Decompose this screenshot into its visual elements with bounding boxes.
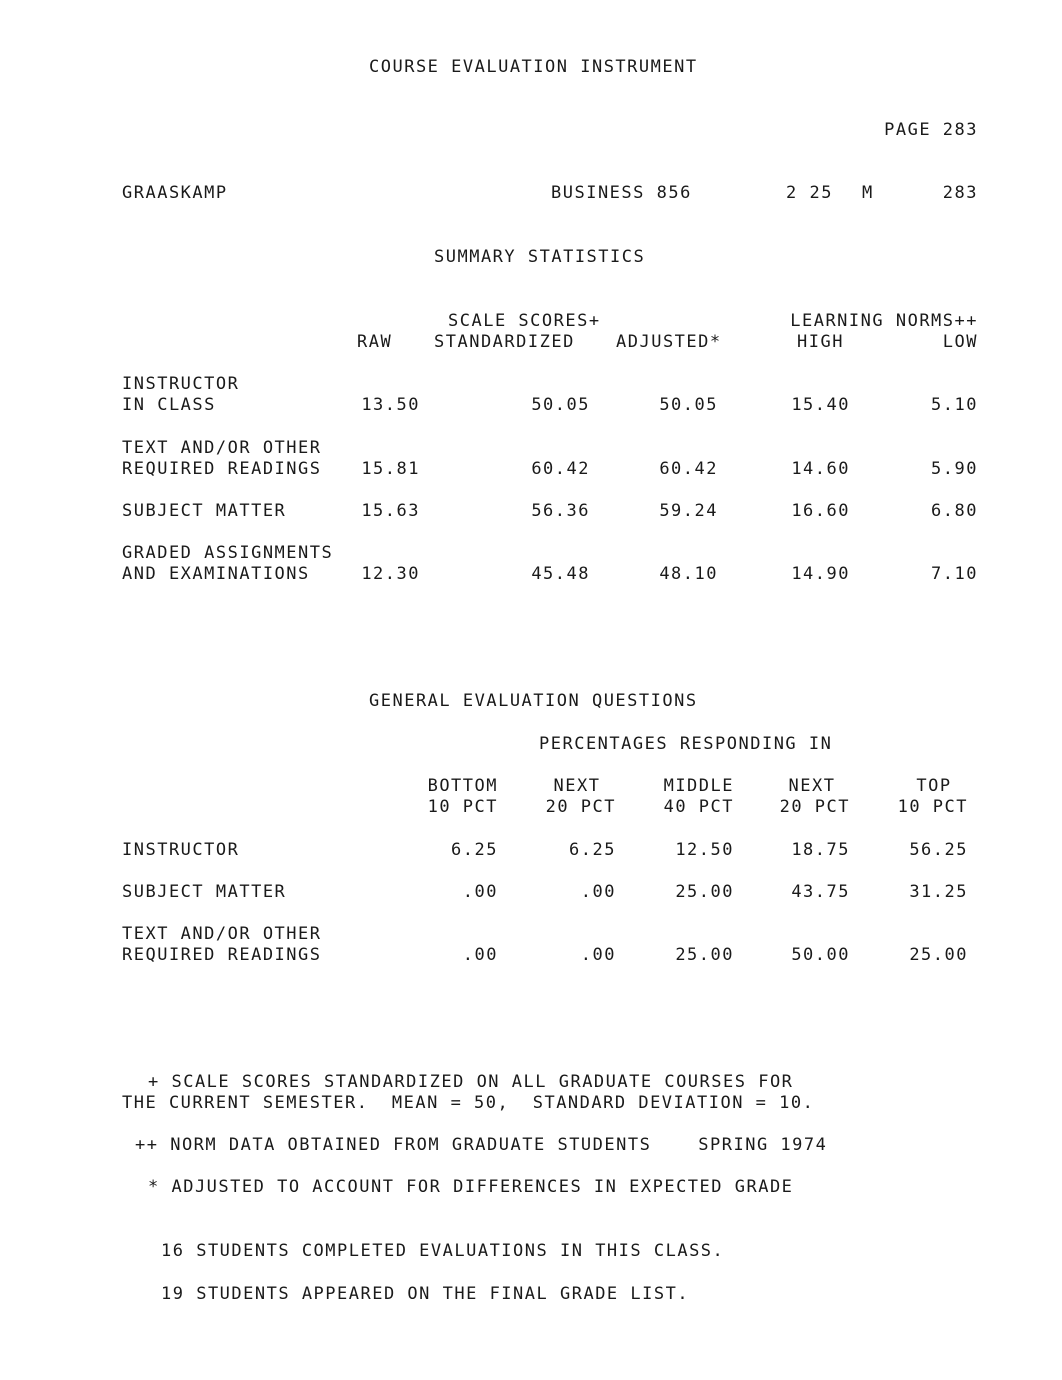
note-scale-scores-line2: THE CURRENT SEMESTER. MEAN = 50, STANDARD DEVIATION = 10. bbox=[122, 1093, 815, 1113]
pct-next: 6.25 bbox=[569, 840, 616, 860]
col-low: LOW bbox=[942, 332, 978, 352]
pct-top: 31.25 bbox=[909, 882, 968, 902]
col-header-next-l1: NEXT bbox=[553, 776, 601, 796]
pct-bottom: .00 bbox=[462, 945, 498, 965]
row-label-line1: GRADED ASSIGNMENTS bbox=[122, 543, 334, 563]
students-appeared: 19 STUDENTS APPEARED ON THE FINAL GRADE LIST. bbox=[161, 1284, 690, 1304]
adjusted-value: 59.24 bbox=[659, 501, 718, 521]
adjusted-value: 48.10 bbox=[659, 564, 718, 584]
low-value: 7.10 bbox=[931, 564, 978, 584]
note-norm-data: ++ NORM DATA OBTAINED FROM GRADUATE STUDENTS SPRING 1974 bbox=[135, 1135, 828, 1155]
adjusted-value: 60.42 bbox=[659, 459, 718, 479]
adjusted-value: 50.05 bbox=[659, 395, 718, 415]
low-value: 5.90 bbox=[931, 459, 978, 479]
row-label-line2: SUBJECT MATTER bbox=[122, 501, 287, 521]
learning-norms-header: LEARNING NORMS++ bbox=[790, 311, 978, 331]
standardized-value: 56.36 bbox=[531, 501, 590, 521]
percentages-subheading: PERCENTAGES RESPONDING IN bbox=[539, 734, 833, 754]
col-header-top-l1: TOP bbox=[916, 776, 952, 796]
col-header-bottom-l2: 10 PCT bbox=[427, 797, 498, 817]
pct-middle: 12.50 bbox=[675, 840, 734, 860]
summary-heading: SUMMARY STATISTICS bbox=[434, 247, 646, 267]
col-header-middle-l1: MIDDLE bbox=[663, 776, 734, 796]
course-code: 2 25 bbox=[786, 183, 833, 203]
row-label-line2: SUBJECT MATTER bbox=[122, 882, 287, 902]
note-scale-scores-line1: + SCALE SCORES STANDARDIZED ON ALL GRADUATE COURSES FOR bbox=[148, 1072, 794, 1092]
instructor-name: GRAASKAMP bbox=[122, 183, 228, 203]
raw-value: 12.30 bbox=[361, 564, 420, 584]
low-value: 6.80 bbox=[931, 501, 978, 521]
pct-bottom: 6.25 bbox=[451, 840, 498, 860]
raw-value: 15.63 bbox=[361, 501, 420, 521]
pct-bottom: .00 bbox=[462, 882, 498, 902]
high-value: 15.40 bbox=[791, 395, 850, 415]
standardized-value: 50.05 bbox=[531, 395, 590, 415]
raw-value: 13.50 bbox=[361, 395, 420, 415]
col-high: HIGH bbox=[797, 332, 844, 352]
row-label-line1: INSTRUCTOR bbox=[122, 374, 240, 394]
row-label-line1: TEXT AND/OR OTHER bbox=[122, 438, 322, 458]
col-header-middle-l2: 40 PCT bbox=[663, 797, 734, 817]
course-number: 283 bbox=[942, 183, 978, 203]
pct-next: .00 bbox=[580, 882, 616, 902]
course-title: BUSINESS 856 bbox=[551, 183, 692, 203]
row-label-line2: REQUIRED READINGS bbox=[122, 459, 322, 479]
scale-scores-header: SCALE SCORES+ bbox=[448, 311, 601, 331]
row-label-line2: INSTRUCTOR bbox=[122, 840, 240, 860]
col-header-bottom-l1: BOTTOM bbox=[427, 776, 498, 796]
low-value: 5.10 bbox=[931, 395, 978, 415]
pct-next2: 43.75 bbox=[791, 882, 850, 902]
standardized-value: 60.42 bbox=[531, 459, 590, 479]
pct-top: 56.25 bbox=[909, 840, 968, 860]
general-heading: GENERAL EVALUATION QUESTIONS bbox=[369, 691, 698, 711]
col-header-next-l2: 20 PCT bbox=[545, 797, 616, 817]
page-title: COURSE EVALUATION INSTRUMENT bbox=[369, 57, 698, 77]
col-header-top-l2: 10 PCT bbox=[897, 797, 968, 817]
row-label-line2: AND EXAMINATIONS bbox=[122, 564, 310, 584]
standardized-value: 45.48 bbox=[531, 564, 590, 584]
pct-top: 25.00 bbox=[909, 945, 968, 965]
col-header-next2-l2: 20 PCT bbox=[779, 797, 850, 817]
row-label-line2: REQUIRED READINGS bbox=[122, 945, 322, 965]
page-number: PAGE 283 bbox=[884, 120, 978, 140]
row-label-line1: TEXT AND/OR OTHER bbox=[122, 924, 322, 944]
pct-next2: 18.75 bbox=[791, 840, 850, 860]
col-raw: RAW bbox=[357, 332, 393, 352]
high-value: 16.60 bbox=[791, 501, 850, 521]
raw-value: 15.81 bbox=[361, 459, 420, 479]
students-completed: 16 STUDENTS COMPLETED EVALUATIONS IN THIS CLASS. bbox=[161, 1241, 725, 1261]
pct-middle: 25.00 bbox=[675, 945, 734, 965]
row-label-line2: IN CLASS bbox=[122, 395, 216, 415]
pct-next2: 50.00 bbox=[791, 945, 850, 965]
high-value: 14.90 bbox=[791, 564, 850, 584]
pct-next: .00 bbox=[580, 945, 616, 965]
col-standardized: STANDARDIZED bbox=[434, 332, 575, 352]
col-header-next2-l1: NEXT bbox=[788, 776, 836, 796]
note-adjusted: * ADJUSTED TO ACCOUNT FOR DIFFERENCES IN EXPECTED GRADE bbox=[148, 1177, 794, 1197]
course-flag: M bbox=[862, 183, 874, 203]
col-adjusted: ADJUSTED* bbox=[616, 332, 722, 352]
high-value: 14.60 bbox=[791, 459, 850, 479]
pct-middle: 25.00 bbox=[675, 882, 734, 902]
